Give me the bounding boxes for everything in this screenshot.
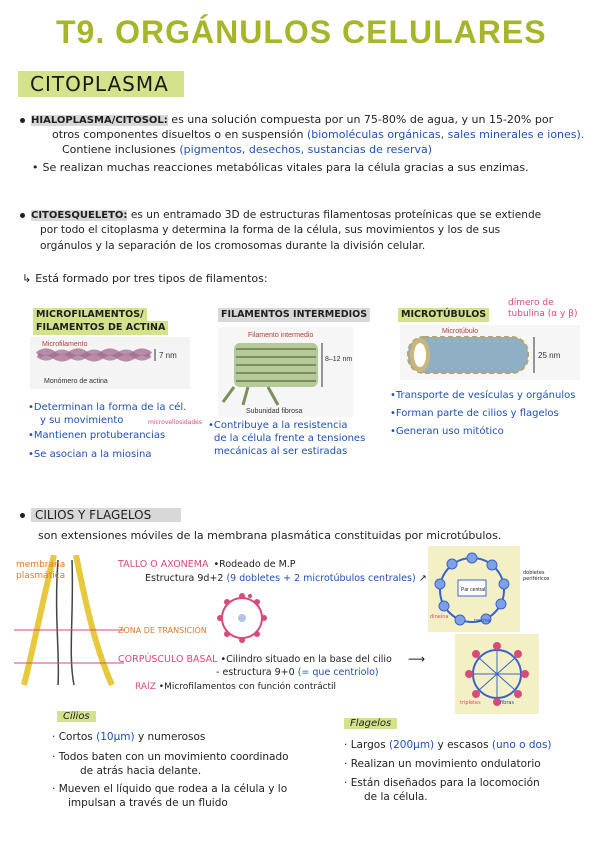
hialoplasma-line-3 bbox=[62, 142, 432, 157]
cilios-item-2-b: de atrás hacia delante. bbox=[80, 765, 202, 777]
flagelos-item-1-a: Largos bbox=[350, 739, 386, 751]
bullet-icon bbox=[20, 118, 25, 123]
section-heading-citoplasma: CITOPLASMA bbox=[18, 71, 184, 97]
cilios-intro: son extensiones móviles de la membrana plasmática constituidas por microtúbulos. bbox=[38, 529, 502, 542]
axonema-label-3: nexina bbox=[474, 618, 491, 624]
estructura1-note: (9 dobletes + 2 microtúbulos centrales) bbox=[226, 573, 416, 584]
tubulina-note: dímero de tubulina (α y β) bbox=[508, 298, 578, 319]
flagelos-item-1-b: (200µm) bbox=[389, 739, 435, 751]
hialoplasma-note-3: (pigmentos, desechos, sustancias de reserva) bbox=[179, 143, 433, 156]
axonema-label-2: dineína bbox=[430, 614, 449, 620]
estructura2-text: estructura 9+0 bbox=[222, 667, 295, 678]
hialoplasma-label: HIALOPLASMA/CITOSOL: bbox=[31, 115, 168, 126]
flagelos-item-1-c: y escasos bbox=[437, 739, 489, 751]
citoesqueleto-line-1 bbox=[20, 207, 541, 223]
microfilamento-figure bbox=[30, 337, 190, 389]
intermedio-bullet-1: •Contribuye a la resistencia de la célula frente a tensiones mecánicas al ser estiradas bbox=[208, 420, 366, 457]
flagelos-item-1-d: (uno o dos) bbox=[491, 739, 552, 751]
basal-label: CORPÚSCULO BASAL bbox=[118, 654, 218, 665]
flagelos-item-3: · Están diseñados para la locomoción de la célula. bbox=[344, 777, 540, 803]
membrana-label: membrana plasmática bbox=[16, 560, 66, 581]
cilios-heading: CILIOS Y FLAGELOS bbox=[31, 508, 181, 522]
microtubulo-bullet-3: •Generan uso mitótico bbox=[390, 426, 504, 437]
estructura1-text: Estructura 9d+2 bbox=[145, 573, 224, 584]
microtubulo-figure bbox=[400, 325, 580, 380]
filamento-intermedio-figure bbox=[218, 327, 353, 417]
micro-bullet-2-note: microvellosidades bbox=[148, 419, 202, 426]
citoesqueleto-label: CITOESQUELETO: bbox=[31, 210, 128, 221]
intermedio-fig-caption: Subunidad fibrosa bbox=[246, 408, 303, 415]
estructura2-row: - estructura 9+0 (= que centriolo) bbox=[216, 667, 379, 678]
hialoplasma-line-1 bbox=[20, 112, 553, 128]
cilios-list-heading: Cilios bbox=[57, 711, 96, 722]
intermedios-heading: FILAMENTOS INTERMEDIOS bbox=[218, 308, 370, 322]
estructura1-row: Estructura 9d+2 (9 dobletes + 2 microtúbulos centrales) ↗ bbox=[145, 573, 427, 584]
microtubulo-bullet-3-text: Generan uso mitótico bbox=[395, 426, 504, 437]
flagelos-item-2-text: Realizan un movimiento ondulatorio bbox=[350, 758, 541, 770]
microfilamento-fig-label: Microfilamento bbox=[42, 341, 88, 348]
hialoplasma-line-4: • Se realizan muchas reacciones metabólicas vitales para la célula gracias a sus enzimas. bbox=[32, 161, 529, 174]
cilios-item-1: · Cortos (10µm) y numerosos bbox=[52, 731, 206, 743]
microtubulos-heading: MICROTÚBULOS bbox=[398, 308, 489, 322]
microtubulo-bullet-1-text: Transporte de vesículas y orgánulos bbox=[395, 390, 576, 401]
micro-bullet-3-text: Se asocian a la miosina bbox=[33, 449, 152, 460]
microfilamento-size: 7 nm bbox=[159, 351, 177, 360]
basal-label-1: tripletes bbox=[460, 700, 481, 706]
microtubulo-bullet-2-text: Forman parte de cilios y flagelos bbox=[395, 408, 559, 419]
hialoplasma-note-2: (biomoléculas orgánicas, sales minerales e iones). bbox=[306, 128, 585, 141]
micro-bullet-2-text: Mantienen protuberancias bbox=[33, 430, 166, 441]
microtubulo-bullet-1: •Transporte de vesículas y orgánulos bbox=[390, 390, 576, 401]
microfilamentos-heading-1: MICROFILAMENTOS/ bbox=[33, 308, 147, 322]
zona-transicion-label: ZONA DE TRANSICIÓN bbox=[118, 626, 207, 635]
cilios-item-1-a: Cortos bbox=[58, 731, 93, 743]
axonema-cross-section-small bbox=[212, 588, 272, 648]
raiz-text: Microfilamentos con función contráctil bbox=[164, 682, 337, 692]
hialoplasma-text-1: es una solución compuesta por un 75-80% de agua, y un 15-20% por bbox=[171, 113, 554, 126]
flagelos-item-1: · Largos (200µm) y escasos (uno o dos) bbox=[344, 739, 552, 751]
page-title: T9. ORGÁNULOS CELULARES bbox=[56, 14, 547, 50]
basal-label-2: fibras bbox=[500, 700, 515, 706]
intermedio-bullet-text-a: Contribuye a la resistencia bbox=[213, 420, 348, 431]
cilios-item-3-a: Mueven el líquido que rodea a la célula y lo bbox=[58, 783, 288, 795]
microtubulo-bullet-2: •Forman parte de cilios y flagelos bbox=[390, 408, 559, 419]
citoesqueleto-text-1: es un entramado 3D de estructuras filamentosas proteínicas que se extiende bbox=[130, 209, 542, 221]
par-central-label: Par central bbox=[461, 587, 486, 593]
microtubulo-size: 25 nm bbox=[538, 351, 561, 360]
microfilamentos-heading-2: FILAMENTOS DE ACTINA bbox=[33, 321, 168, 335]
intermedio-fig-label: Filamento intermedio bbox=[248, 332, 314, 339]
formado-text: Está formado por tres tipos de filamentos: bbox=[35, 272, 268, 285]
cilios-heading-row bbox=[20, 508, 181, 523]
micro-bullet-1: •Determinan la forma de la cél. y su movimiento bbox=[28, 402, 187, 426]
microfilamento-fig-caption: Monómero de actina bbox=[44, 378, 108, 385]
micro-bullet-1-text-b: y su movimiento bbox=[40, 415, 124, 426]
cilios-item-1-c: y numerosos bbox=[137, 731, 206, 743]
cilios-item-3-b: impulsan a través de un fluido bbox=[68, 797, 228, 809]
arrow-icon: ⟶ bbox=[408, 652, 426, 666]
cilios-item-1-b: (10µm) bbox=[96, 731, 135, 743]
raiz-row: RAÍZ •Microfilamentos con función contráctil bbox=[135, 682, 337, 692]
flagelos-item-3-a: Están diseñados para la locomoción bbox=[350, 777, 540, 789]
formado-line: ↳ Está formado por tres tipos de filamentos: bbox=[22, 272, 268, 285]
microtubule-cylinder bbox=[408, 337, 528, 373]
intermedio-size: 8–12 nm bbox=[325, 356, 353, 363]
micro-bullet-2: •Mantienen protuberancias bbox=[28, 430, 166, 441]
hialoplasma-text-4: Se realizan muchas reacciones metabólicas vitales para la célula gracias a sus enzimas. bbox=[42, 161, 529, 174]
estructura2-note: (= que centriolo) bbox=[297, 667, 379, 678]
tallo-label: TALLO O AXONEMA bbox=[118, 559, 209, 570]
hialoplasma-text-3: Contiene inclusiones bbox=[62, 143, 176, 156]
hialoplasma-line-2 bbox=[52, 127, 584, 142]
flagelos-list-heading: Flagelos bbox=[344, 718, 397, 729]
microtubulo-fig-label: Microtúbulo bbox=[442, 328, 479, 335]
basal-text: Cilindro situado en la base del cilio bbox=[226, 654, 392, 665]
intermedio-bullet-text-c: mecánicas al ser estiradas bbox=[214, 446, 348, 457]
basal-row: CORPÚSCULO BASAL •Cilindro situado en la base del cilio bbox=[118, 654, 392, 665]
intermedio-bullet-text-b: de la célula frente a tensiones bbox=[214, 433, 366, 444]
citoesqueleto-line-3: orgánulos y la separación de los cromosomas durante la división celular. bbox=[40, 240, 426, 252]
flagelos-item-3-b: de la célula. bbox=[364, 791, 428, 803]
bullet-icon bbox=[20, 513, 25, 518]
micro-bullet-3: •Se asocian a la miosina bbox=[28, 449, 152, 460]
tallo-row: TALLO O AXONEMA •Rodeado de M.P bbox=[118, 559, 296, 570]
micro-bullet-1-text: Determinan la forma de la cél. bbox=[33, 402, 187, 413]
cilios-item-3: · Mueven el líquido que rodea a la célula y lo impulsan a través de un fluido bbox=[52, 783, 288, 809]
hialoplasma-text-2: otros componentes disueltos o en suspensión bbox=[52, 128, 304, 141]
citoesqueleto-line-2: por todo el citoplasma y determina la forma de la célula, sus movimientos y los de sus bbox=[40, 224, 501, 236]
flagelos-item-2: · Realizan un movimiento ondulatorio bbox=[344, 758, 541, 770]
cilios-item-2: · Todos baten con un movimiento coordinado de atrás hacia delante. bbox=[52, 751, 289, 777]
bullet-icon bbox=[20, 213, 25, 218]
cilios-item-2-a: Todos baten con un movimiento coordinado bbox=[58, 751, 289, 763]
raiz-label: RAÍZ bbox=[135, 682, 156, 692]
axonema-label-1: dobletes periféricos bbox=[523, 570, 550, 582]
tallo-text: Rodeado de M.P bbox=[219, 559, 296, 570]
actin-helix bbox=[38, 352, 150, 358]
